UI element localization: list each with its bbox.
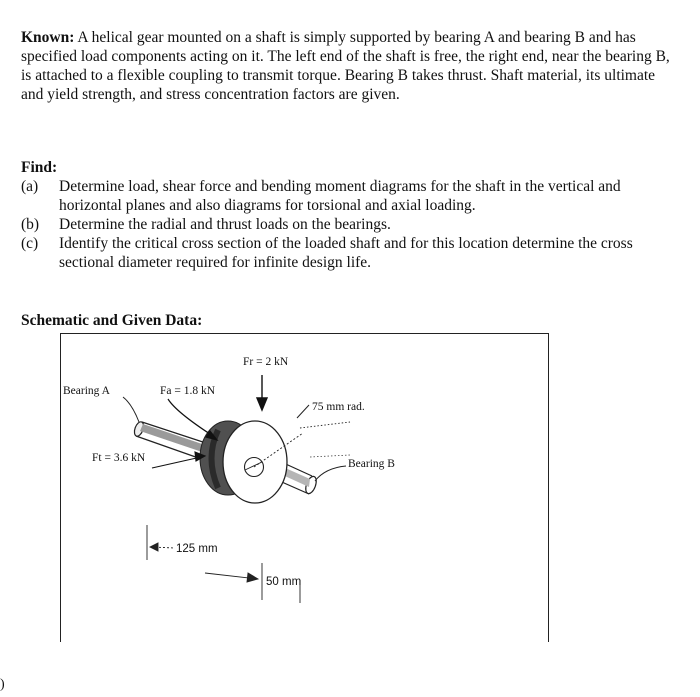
find-item-label: (c) — [21, 235, 39, 252]
find-item-text: Identify the critical cross section of the loaded shaft and for this location determine the cross sectional diameter required for infinite design life. — [59, 235, 633, 271]
known-label: Known: — [21, 29, 75, 46]
helical-gear — [200, 421, 350, 503]
find-item-text: Determine load, shear force and bending moment diagrams for the shaft in the vertical and horizontal planes and also diagrams for torsional and axial loading. — [59, 178, 621, 214]
ft-arrow — [152, 452, 205, 468]
fr-arrow — [257, 375, 267, 410]
bearing-b-label: Bearing B — [348, 458, 395, 470]
dim-50-label: 50 mm — [266, 576, 302, 588]
bearing-a-label: Bearing A — [63, 385, 110, 397]
ft-label: Ft = 3.6 kN — [92, 452, 146, 464]
find-title: Find: — [21, 159, 58, 176]
find-item-label: (b) — [21, 216, 40, 233]
radius-label: 75 mm rad. — [312, 401, 365, 413]
fa-arrow — [168, 399, 217, 440]
dim-125-label: 125 mm — [176, 543, 218, 555]
fr-label: Fr = 2 kN — [243, 356, 289, 368]
stray-paren: ) — [0, 677, 5, 692]
find-item-label: (a) — [21, 178, 39, 195]
known-text: A helical gear mounted on a shaft is simply supported by bearing A and bearing B and has specified load components acting on it. The left end of the shaft is free, the right end, near the bearing B, is attached to a flexible coupling to transmit torque. Bearing B takes thrust. Shaft material, its ultimate and yield strength, and stress concentration factors are given. — [21, 29, 670, 103]
find-item-text: Determine the radial and thrust loads on the bearings. — [59, 216, 391, 233]
fa-label: Fa = 1.8 kN — [160, 385, 216, 397]
schematic-title: Schematic and Given Data: — [21, 312, 203, 329]
dotted-guide — [310, 455, 350, 457]
